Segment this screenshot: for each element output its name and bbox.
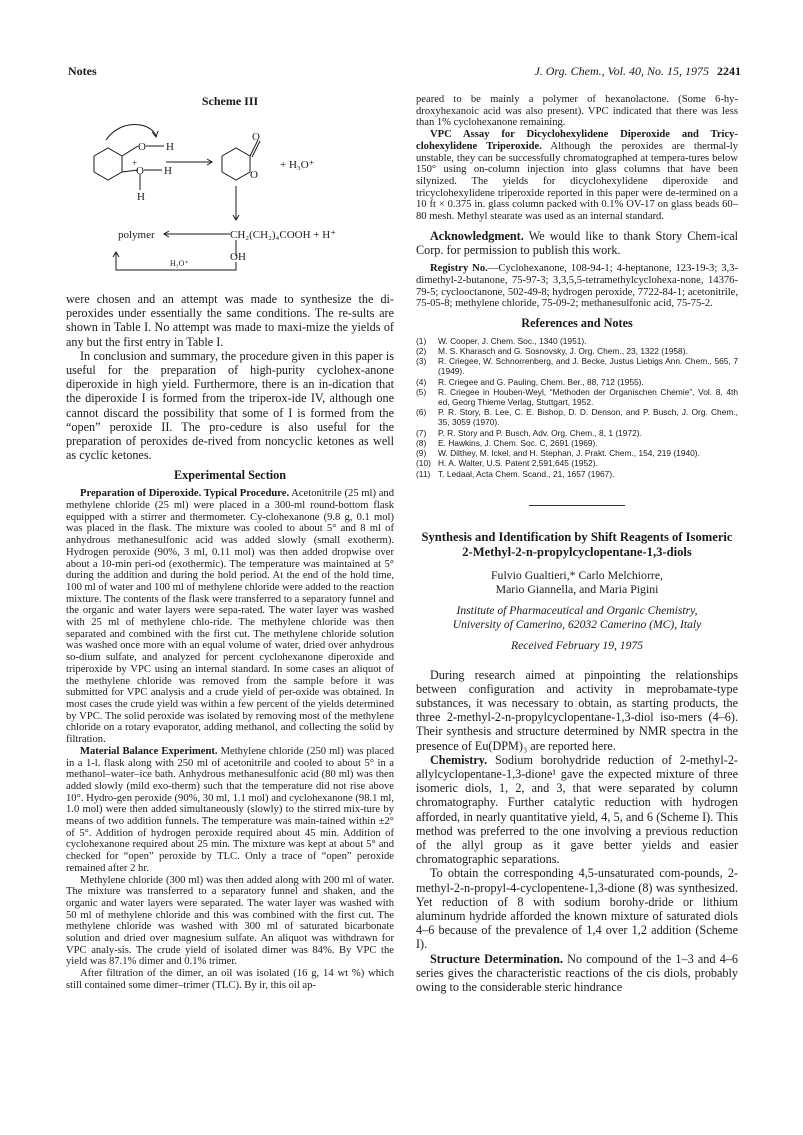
structure-body: No compound of the 1–3 and 4–6 series gives the characteristic reactions of the cis diols, probably owing to the considerable steric hindrance [416,951,738,995]
scheme-polymer: polymer [118,229,155,241]
reference-item: (9) W. Dilthey, M. Ickel, and H. Stephan, J. Prakt. Chem., 154, 219 (1940). [416,448,700,459]
curved-arrow-top [106,125,156,141]
scheme-lactone-o: O [252,131,260,143]
chemistry-body: Sodium borohydride reduction of 2-methyl-2-allylcyclopentane-1,3-dione¹ gave the expected mixture of three isomeric diols, 1, 2, and 3, that were separated by column chromatography. Further catalytic reduction with hydrogen afforded, in nearly quantitative yield, 4, 5, and 6 (Scheme I). This method was preferred to the one involving a previous reduction of the allyl group as it gave better yields and easier chromatographic separations. [416,752,738,867]
scheme-iii [66,94,394,284]
scheme-h-label-1: H [166,141,174,153]
reference-item: (4) R. Criegee and G. Pauling, Chem. Ber., 88, 712 (1955). [416,376,644,387]
scheme-hydronium: + H₃O⁺ [280,159,315,171]
reference-item: (5) R. Criegee in Houben-Weyl, “Methoden der Organischen Chemie”, Vol. 8, 4th ed, Georg Thieme Verlag, Stuttgart, 1952. [416,386,738,408]
vpc-body: Although the peroxides are thermal-ly unstable, they can be successfully chromatographed at tempera-tures below 150° using on-column injection into glass columns that have been silynized. The yields for dicyclohexylidene diperoxide and tricyclohexylidene triperoxide reported in this paper were de-termined on a 10 ft × 0.375 in. glass column packed with 0.1% OV-17 on glass beads 60–80 mesh. Methyl stearate was used as an internal standard. [416,140,738,223]
registry-body: —Cyclohexanone, 108-94-1; 4-heptanone, 123-19-3; 3,3-dimethyl-2-butanone, 75-97-3; 3,3,5,5-tetramethylcyclohexa-none, 14376-79-5; cyclooctanone, 502-49-8; hydrogen peroxide, 7722-84-1; acetonitrile, 75-05-8; methylene chloride, 75-09-2; methanesulfonic acid, 75-75-2. [416,263,738,310]
scheme-h-label-3: H [137,191,145,203]
lactone-ring [222,148,250,180]
reference-item: (7) P. R. Story and P. Busch, Adv. Org. Chem., 8, 1 (1972). [416,427,642,438]
authors-line-1: Fulvio Gualtieri,* Carlo Melchiorre, [491,567,663,582]
authors-line-2: Mario Giannella, and Maria Pigini [495,581,659,596]
chemistry-heading: Chemistry. [430,752,488,767]
article-para-3: To obtain the corresponding 4,5-unsaturated com-pounds, 2-methyl-2-n-propyl-4-cyclopentene-1,3-dione (8) was synthesized. Yet reduction of 8 with sodium borohy-dride or lithium aluminum hydride afforded the known mixture of saturated diols 4–6 because of the prevalence of 1,4 over 1,2 addition (Scheme I). [416,866,738,952]
article-affiliation [416,604,738,632]
right-column [416,94,738,994]
registry-heading: Registry No. [430,263,488,275]
experimental-section-title: Experimental Section [173,468,287,483]
ack-heading: Acknowledgment. [430,228,524,243]
scheme-acid: CH₂(CH₂)₄COOH + H⁺ [230,229,337,241]
left-column [66,94,394,992]
scheme-plus-charge: + [132,158,138,168]
article-title: Synthesis and Identification by Shift Reagents of Isomeric 2-Methyl-2-n-propylcyclopentane-1,3-diols [421,529,733,559]
article-para-1: During research aimed at pinpointing the relationships between configuration and activity in meprobamate-type substances, it was necessary to obtain, as starting products, the three 2-methyl-2-n-propylcyclopentane-1,3-diol iso-mers (4–6). Their synthesis and structure determined by NMR spectra in the presence of Eu(DPM)₃ are reported here. [416,667,738,753]
reference-item: (11) T. Ledaal, Acta Chem. Scand., 21, 1657 (1967). [416,468,615,479]
mb-paragraph-3: After filtration of the dimer, an oil was isolated (16 g, 14 wt %) which still contained some dimer–trimer (TLC). By ir, this oil ap- [66,968,394,991]
header-section: Notes [68,64,97,78]
reference-item: (10) H. A. Walter, U.S. Patent 2,591,645 (1952). [416,458,598,469]
reference-item: (8) E. Hawkins, J. Chem. Soc. C, 2691 (1969). [416,437,598,448]
scheme-diagram [66,110,394,282]
article-authors [416,568,738,596]
material-balance-paragraph [66,746,394,875]
scheme-h3o-arrow: H₃O⁺ [170,259,189,268]
mb-paragraph-2: Methylene chloride (300 ml) was then added along with 200 ml of water. The mixture was transferred to a separatory funnel and shaken, and the organic and water layers were separated. The water layer was washed with 50 ml of methylene chloride and this was combined with the first cut. The methylene chloride was washed with 300 ml of saturated bicarbonate solution and dried over magnesium sulfate. An aliquot was withdrawn for VPC analy-sis. The crude yield of isolated dimer was 84%. By VPC the yield was 87.1% dimer and 0.1% trimer. [66,874,394,968]
prep-paragraph [66,488,394,745]
reference-item: (6) P. R. Story, B. Lee, C. E. Bishop, D. D. Denson, and P. Busch, J. Org. Chem., 35, 3059 (1970). [416,407,738,428]
prep-heading: Preparation of Diperoxide. Typical Procedure. [80,488,290,500]
cyclohexane-ring [94,148,122,180]
journal-citation: J. Org. Chem., Vol. 40, No. 15, 1975 [534,64,709,78]
reference-item: (3) R. Criegee, W. Schnorrenberg, and J. Becke, Justus Liebigs Ann. Chem., 565, 7 (1949). [416,356,738,377]
reference-item: (1) W. Cooper, J. Chem. Soc., 1340 (1951). [416,335,587,346]
vpc-heading: VPC Assay for Dicyclohexylidene Diperoxide and Tricy-clohexylidene Triperoxide. [416,129,738,152]
references-title: References and Notes [521,315,633,330]
scheme-h-label-2: H [164,165,172,177]
prep-body: Acetonitrile (25 ml) and methylene chloride (25 ml) were placed in a 300-ml round-bottom flask equipped with a stirrer and thermometer. Cy-clohexanone (9.8 g, 0.1 mol) was placed in the flask. The mixture was cooled to about 5° and 8 ml of anhydrous methanesulfonic acid was added slowly (small exotherm). Hydrogen peroxide (90%, 3 ml, 0.11 mol) was then added dropwise over about a 10-min peri-od (exothermic). The temperature was maintained at 5° during the addition and during the hold period. At the end of the hold time, 100 ml of water and 100 ml of methylene chloride were added to the reaction mixture. The contents of the flask were transferred to a separatory funnel and the organic and water layers were sepa-rated. The water layer was washed with 25 ml of methylene chlo-ride. The methylene chloride was then separated and combined with the first cut. The methylene chloride solution was washed once more with an equal volume of water, dried over anhydrous so-dium sulfate, and analyzed for percent cyclohexanone diperoxide and triperoxide by VPC using an internal standard. In some cases an aliquot of the methylene chloride was removed from the sample before it was submitted for VPC analysis and a crude yield of per-oxide was obtained. In most cases the crude yield was within a few percent of the yields determined by VPC. The solid peroxide was isolated by removing most of the methylene chloride on a rotary evaporator, adding methanol, and collecting the solid by filtration. [66,488,394,746]
page-header [62,64,741,80]
vpc-paragraph [416,129,738,223]
scheme-ring-o: O [250,169,258,181]
structure-paragraph [416,952,738,995]
mb-body: Methylene chloride (250 ml) was placed in a 1-l. flask along with 250 ml of acetonitrile and cooled to about 5° in a methanol–water–ice bath. Anhydrous methanesulfonic acid (80 ml) was then added slowly (mild exo-therm) such that the temperature did not rise above 10°. Hydro-gen peroxide (90%, 30 ml, 1.1 mol) and cyclohexanone (98.1 ml, 1.0 mol) were then added simultaneously (slowly) to the stirred mix-ture by means of two addition funnels. The temperature was main-tained within ±2° of 5°. Addition of hydrogen peroxide required about 45 min. Addition of cyclohexanone required about 25 min. The mixture was kept at about 5° and checked for “open” peroxide by TLC. Only a trace of “open” peroxide remained after 2 hr. [66,745,394,874]
references-list [416,336,738,479]
scheme-oh: OH [230,251,246,263]
received-date: Received February 19, 1975 [511,638,643,652]
affiliation-line-1: Institute of Pharmaceutical and Organic Chemistry, [456,603,698,617]
ack-body: We would like to thank Story Chem-ical Corp. for permission to publish this work. [416,228,738,257]
header-journal-info [534,64,741,79]
mb-heading: Material Balance Experiment. [80,745,218,757]
acknowledgment [416,229,738,257]
left-para-2: In conclusion and summary, the procedure given in this paper is useful for the preparation of high-purity cyclohex-anone diperoxide in high yield. Furthermore, there is an in-dication that the diperoxide I is formed from the triperox-ide IV, although one cannot discard the possibility that some of I is formed from the “open” peroxide II. The pro-cedure is also useful for the preparation of peroxides de-rived from noncyclic ketones as well as cyclic ketones. [66,348,394,463]
reference-item: (2) M. S. Kharasch and G. Sosnovsky, J. Org. Chem., 23, 1322 (1958). [416,346,688,357]
affiliation-line-2: University of Camerino, 62032 Camerino (MC), Italy [452,617,702,631]
article-separator [529,505,625,506]
scheme-o-label-1: O [138,141,146,153]
scheme-title: Scheme III [201,94,259,108]
left-para-1: were chosen and an attempt was made to synthesize the di-peroxides under essentially the same conditions. The re-sults are shown in Table I. No attempt was made to maxi-mize the yields of any but the first entry in Table I. [66,292,394,349]
structure-heading: Structure Determination. [430,951,563,966]
chemistry-paragraph [416,753,738,867]
scheme-o-label-2: O [136,165,144,177]
page-number: 2241 [717,64,741,78]
registry-numbers [416,263,738,310]
right-continuation: peared to be mainly a polymer of hexanolactone. (Some 6-hy-droxyhexanoic acid was also present). VPC indicated that there was less than 1% cyclohexanone remaining. [416,94,738,129]
